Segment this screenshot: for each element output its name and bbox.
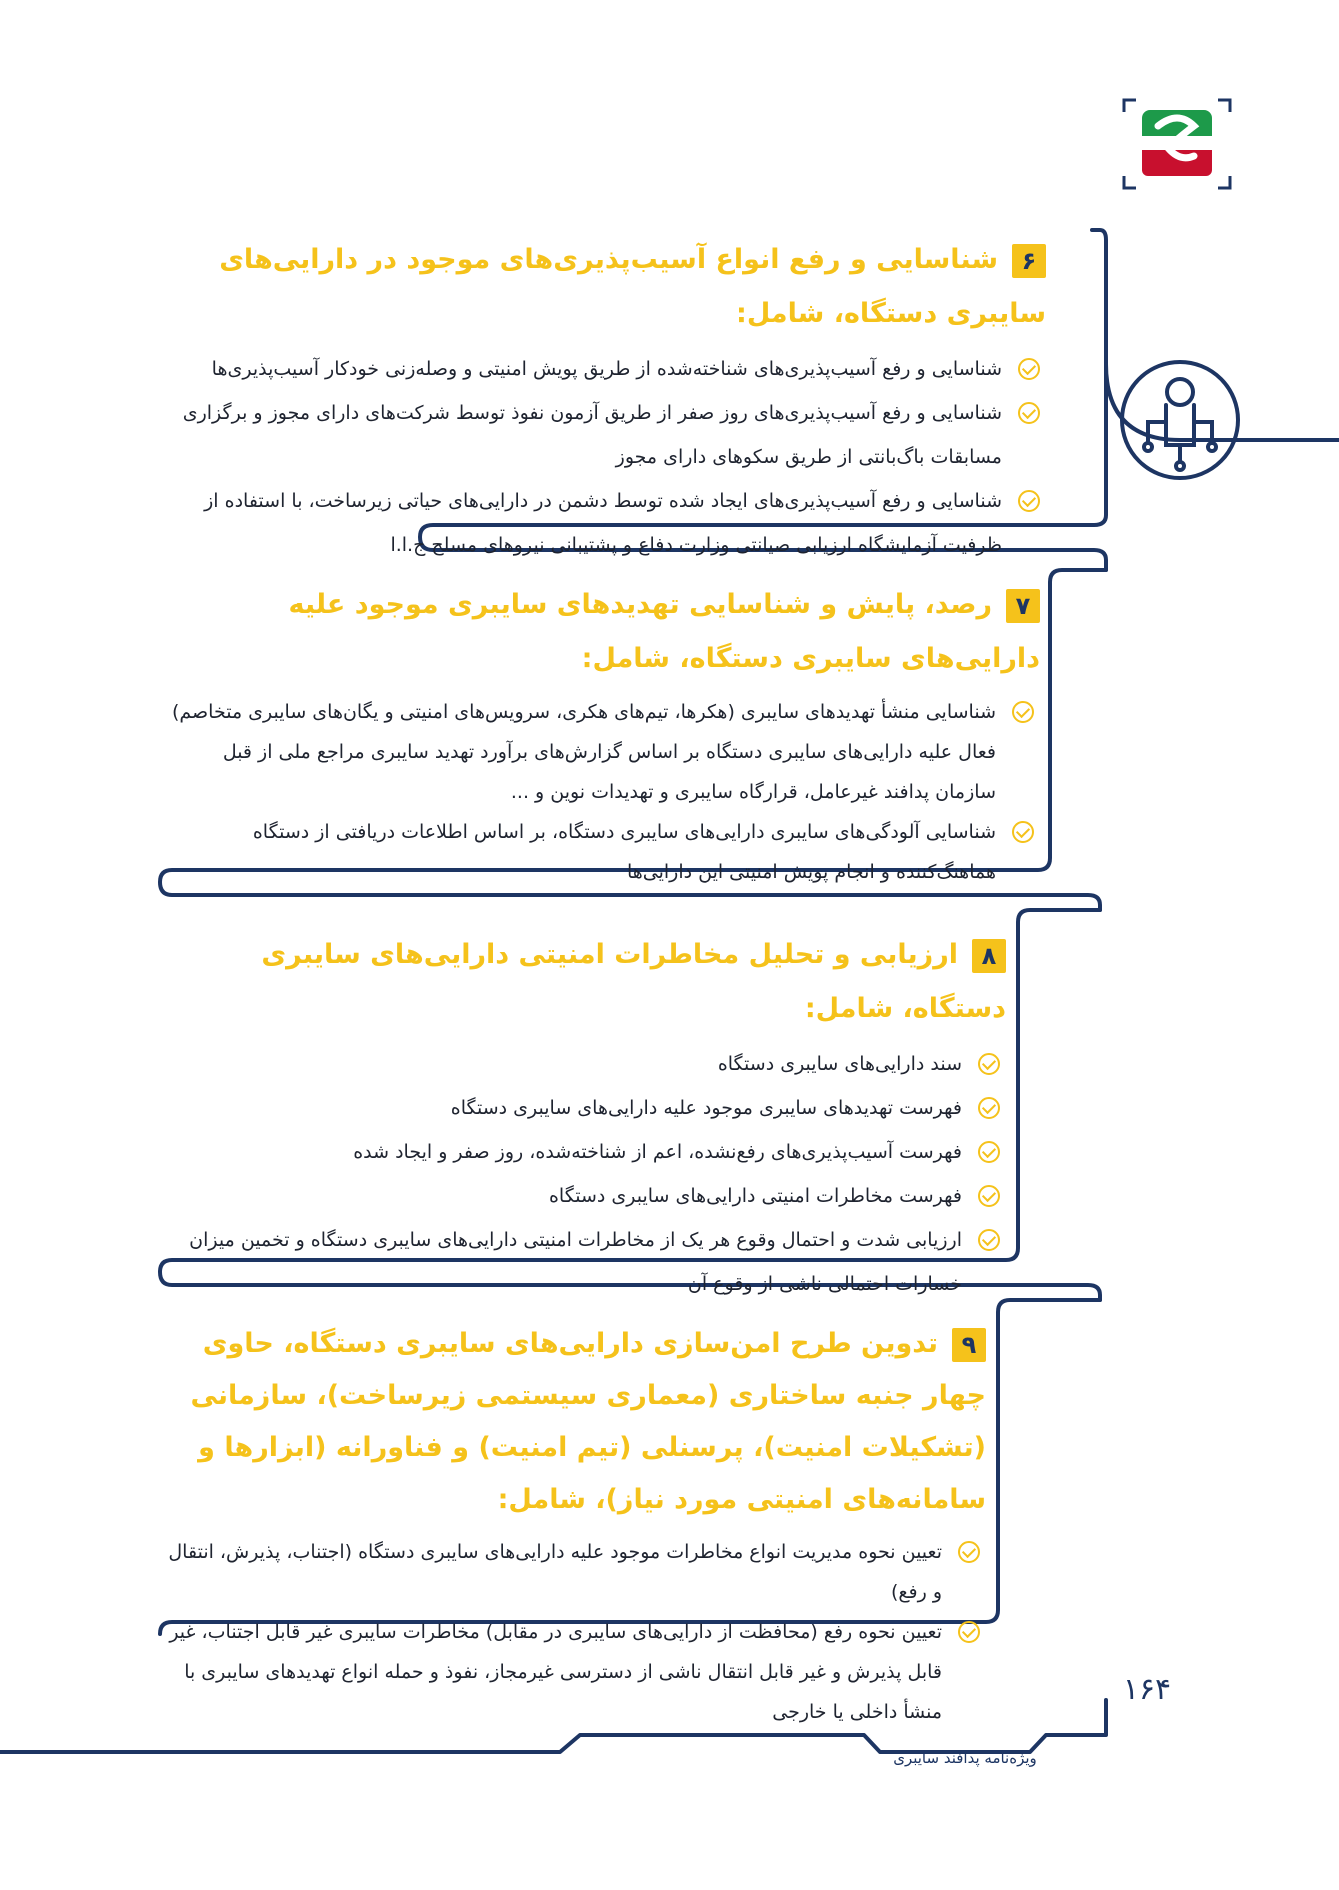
list-item <box>156 347 1046 391</box>
list-item-text: شناسایی و رفع آسیب‌پذیری‌های شناخته‌شده از طریق پویش امنیتی و وصله‌زنی خودکار آسیب‌پذیری‌ها <box>211 358 1002 380</box>
list-item <box>156 1218 1006 1306</box>
check-circle-icon <box>978 1053 1000 1075</box>
list-item-text: شناسایی آلودگی‌های سایبری دارایی‌های سایبری دستگاه، بر اساس اطلاعات دریافتی از دستگاه هماهنگ‌کننده و انجام پویش امنیتی این دارایی‌ها <box>252 821 996 883</box>
section-6-list <box>156 347 1046 567</box>
footer-title: ویژه‌نامه پدافند سایبری <box>893 1749 1037 1767</box>
check-circle-icon <box>1012 821 1034 843</box>
logo-emblem-icon <box>1120 96 1234 192</box>
list-item-text: تعیین نحوه رفع (محافظت از دارایی‌های سایبری در مقابل) مخاطرات سایبری غیر قابل اجتناب، غیر قابل پذیرش و غیر قابل انتقال ناشی از دسترسی غیرمجاز، نفوذ و حمله انواع تهدیدهای سایبری با منشأ داخلی یا خارجی <box>169 1621 942 1723</box>
list-item-text: شناسایی و رفع آسیب‌پذیری‌های ایجاد شده توسط دشمن در دارایی‌های حیاتی زیرساخت، با استفاده از ظرفیت آزمایشگاه ارزیابی صیانتی وزارت دفاع و پشتیبانی نیروهای مسلح ج.ا.ا <box>204 490 1002 556</box>
section-8 <box>156 928 1006 1306</box>
list-item-text: شناسایی منشأ تهدیدهای سایبری (هکرها، تیم‌های هکری، سرویس‌های امنیتی و یگان‌های سایبری متخاصم) فعال علیه دارایی‌های سایبری دستگاه بر اساس گزارش‌های برآورد تهدید سایبری مراجع ملی از قبل سازمان پدافند غیرعامل، قرارگاه سایبری و تهدیدات نوین و ... <box>171 701 996 803</box>
section-6 <box>156 233 1046 567</box>
check-circle-icon <box>978 1229 1000 1251</box>
list-item <box>156 812 1040 892</box>
list-item <box>156 391 1046 479</box>
key-circuit-icon <box>1122 362 1238 478</box>
section-7 <box>156 578 1040 892</box>
section-9-title-text: تدوین طرح امن‌سازی دارایی‌های سایبری دستگاه، حاوی چهار جنبه ساختاری (معماری سیستمی زیرساخت)، سازمانی (تشکیلات امنیت)، پرسنلی (تیم امنیت) و فناورانه (ابزارها و سامانه‌های امنیتی مورد نیاز)، شامل: <box>190 1328 986 1515</box>
section-8-title-text: ارزیابی و تحلیل مخاطرات امنیتی دارایی‌های سایبری دستگاه، شامل: <box>261 939 1006 1024</box>
list-item <box>156 1532 986 1612</box>
section-6-title <box>156 233 1046 341</box>
section-7-title <box>156 578 1040 686</box>
check-circle-icon <box>1012 701 1034 723</box>
section-8-number: ۸ <box>972 939 1006 973</box>
section-8-list <box>156 1042 1006 1306</box>
section-7-list <box>156 692 1040 892</box>
list-item-text: فهرست تهدیدهای سایبری موجود علیه دارایی‌های سایبری دستگاه <box>450 1097 962 1119</box>
page-number: ۱۶۴ <box>1122 1672 1172 1707</box>
section-7-number: ۷ <box>1006 589 1040 623</box>
list-item-text: فهرست مخاطرات امنیتی دارایی‌های سایبری دستگاه <box>548 1185 962 1207</box>
list-item <box>156 1612 986 1732</box>
section-9 <box>156 1318 986 1732</box>
check-circle-icon <box>978 1185 1000 1207</box>
section-7-title-text: رصد، پایش و شناسایی تهدیدهای سایبری موجود علیه دارایی‌های سایبری دستگاه، شامل: <box>288 589 1040 674</box>
list-item <box>156 1174 1006 1218</box>
list-item-text: تعیین نحوه مدیریت انواع مخاطرات موجود علیه دارایی‌های سایبری دستگاه (اجتناب، پذیرش، انتقال و رفع) <box>168 1541 942 1603</box>
check-circle-icon <box>978 1097 1000 1119</box>
check-circle-icon <box>958 1621 980 1643</box>
section-9-number: ۹ <box>952 1328 986 1362</box>
check-circle-icon <box>958 1541 980 1563</box>
list-item <box>156 1042 1006 1086</box>
check-circle-icon <box>1018 358 1040 380</box>
section-9-list <box>156 1532 986 1732</box>
list-item <box>156 692 1040 812</box>
section-6-title-text: شناسایی و رفع انواع آسیب‌پذیری‌های موجود در دارایی‌های سایبری دستگاه، شامل: <box>219 244 1046 329</box>
check-circle-icon <box>1018 402 1040 424</box>
section-9-title <box>156 1318 986 1526</box>
list-item <box>156 479 1046 567</box>
check-circle-icon <box>978 1141 1000 1163</box>
list-item <box>156 1130 1006 1174</box>
section-8-title <box>156 928 1006 1036</box>
section-6-number: ۶ <box>1012 244 1046 278</box>
list-item-text: فهرست آسیب‌پذیری‌های رفع‌نشده، اعم از شناخته‌شده، روز صفر و ایجاد شده <box>353 1141 962 1163</box>
list-item-text: ارزیابی شدت و احتمال وقوع هر یک از مخاطرات امنیتی دارایی‌های سایبری دستگاه و تخمین میزان خسارات احتمالی ناشی از وقوع آن <box>189 1229 962 1295</box>
list-item-text: سند دارایی‌های سایبری دستگاه <box>717 1053 962 1075</box>
list-item <box>156 1086 1006 1130</box>
list-item-text: شناسایی و رفع آسیب‌پذیری‌های روز صفر از طریق آزمون نفوذ توسط شرکت‌های دارای مجوز و برگزاری مسابقات باگ‌بانتی از طریق سکوهای دارای مجوز <box>182 402 1002 468</box>
check-circle-icon <box>1018 490 1040 512</box>
